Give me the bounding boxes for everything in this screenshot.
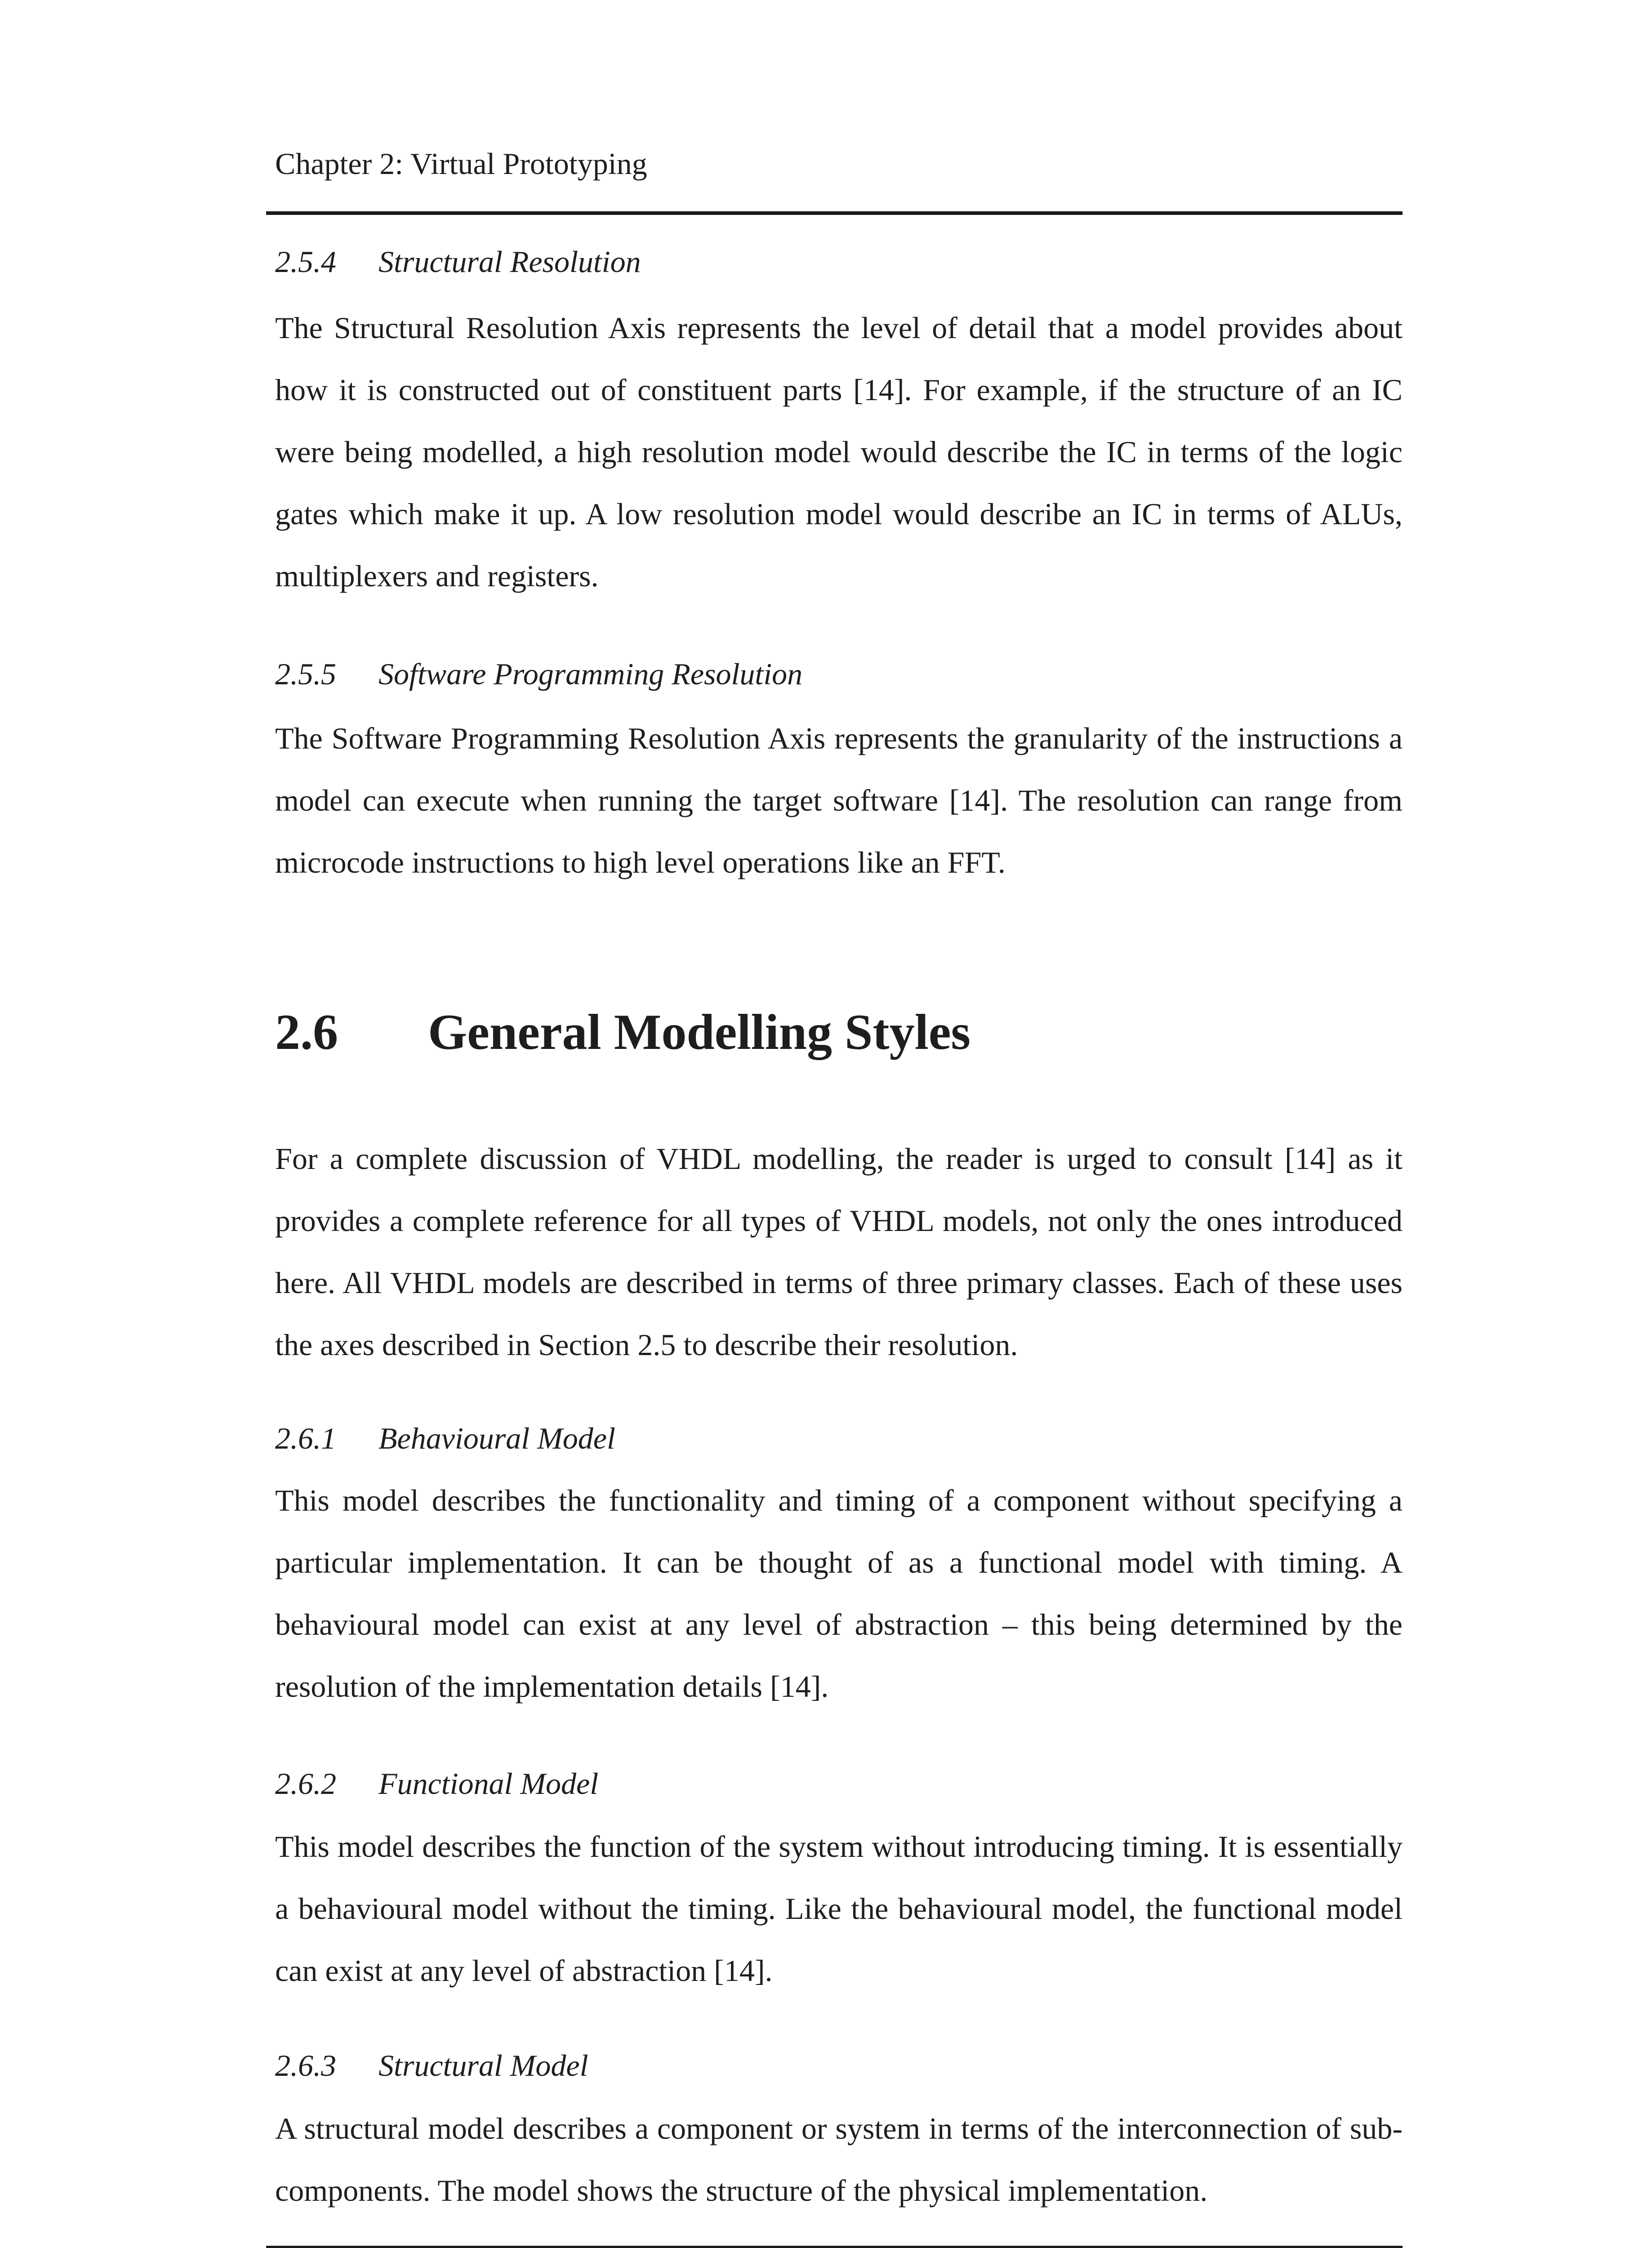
- paragraph-2-6-3: A structural model describes a component or system in terms of the interconnection of sub-components. The model shows the structure of the physical implementation.: [275, 2111, 1403, 2208]
- section-heading-2-6: [275, 1004, 971, 1060]
- paragraph-2-6: For a complete discussion of VHDL modelling, the reader is urged to consult [14] as it provides a complete reference for all types of VHDL models, not only the ones introduced here. All VHDL models are described in terms of three primary classes. Each of these uses the axes described in Section 2.5 to describe their resolution.: [275, 1142, 1403, 1362]
- subsection-title: Structural Model: [378, 2048, 588, 2083]
- paragraph-2-5-5: The Software Programming Resolution Axis represents the granularity of the instructions a model can execute when running the target software [14]. The resolution can range from microcode instructions to high level operations like an FFT.: [275, 721, 1403, 879]
- subsection-heading-2-6-2: [275, 1768, 598, 1799]
- subsection-number: 2.5.4: [275, 245, 336, 279]
- subsection-heading-2-6-3: [275, 2050, 588, 2081]
- subsection-heading-2-5-5: [275, 659, 802, 689]
- subsection-title: Behavioural Model: [378, 1421, 615, 1455]
- subsection-number: 2.5.5: [275, 657, 336, 691]
- header-rule: [266, 211, 1403, 215]
- subsection-number: 2.6.2: [275, 1766, 336, 1801]
- paragraph-2-5-4: The Structural Resolution Axis represents the level of detail that a model provides about how it is constructed out of constituent parts [14]. For example, if the structure of an IC were being modelled, a high resolution model would describe the IC in terms of the logic gates which make it up. A low resolution model would describe an IC in terms of ALUs, multiplexers and registers.: [275, 311, 1403, 593]
- subsection-title: Software Programming Resolution: [378, 657, 803, 691]
- subsection-number: 2.6.3: [275, 2048, 336, 2083]
- subsection-title: Structural Resolution: [378, 245, 641, 279]
- footer-rule: [266, 2246, 1403, 2248]
- subsection-heading-2-5-4: [275, 246, 641, 277]
- paragraph-2-6-2: This model describes the function of the system without introducing timing. It is essentially a behavioural model without the timing. Like the behavioural model, the functional model can exist at any level of abstraction [14].: [275, 1829, 1403, 1988]
- paragraph-2-6-1: This model describes the functionality and timing of a component without specifying a particular implementation. It can be thought of as a functional model with timing. A behavioural model can exist at any level of abstraction – this being determined by the resolution of the implementation details [14].: [275, 1483, 1403, 1704]
- subsection-number: 2.6.1: [275, 1421, 336, 1455]
- subsection-heading-2-6-1: [275, 1423, 615, 1454]
- running-header: Chapter 2: Virtual Prototyping: [275, 147, 647, 181]
- subsection-title: Functional Model: [378, 1766, 599, 1801]
- section-number: 2.6: [275, 1004, 338, 1060]
- section-title: General Modelling Styles: [428, 1004, 971, 1060]
